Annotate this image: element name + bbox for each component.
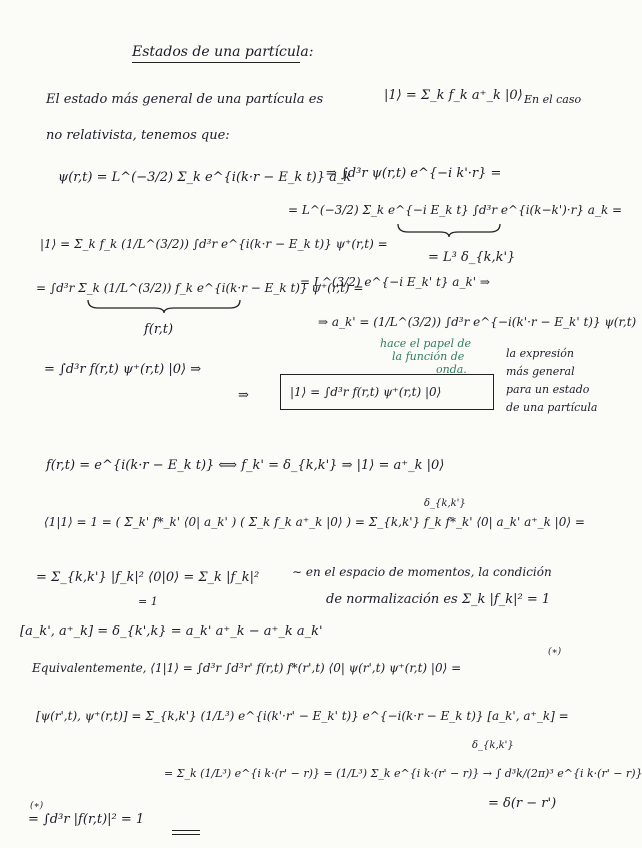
- field-operator-definition: ψ(r,t) = L^(−3/2) Σ_k e^{i(k·r − E_k t)} a_k: [58, 170, 352, 185]
- star-mark-bottom: (∗): [30, 801, 44, 811]
- side-note-2: más general: [506, 365, 575, 378]
- side-note-1: la expresión: [506, 347, 574, 360]
- intro-text: El estado más general de una partícula es: [46, 92, 324, 107]
- one-particle-state-expansion: |1⟩ = Σ_k f_k (1/L^(3/2)) ∫d³r e^{i(k·r − E_k t)} ψ⁺(r,t) =: [40, 237, 388, 251]
- underbrace-delta: [396, 222, 502, 238]
- side-note-3: para un estado: [506, 383, 590, 396]
- annihilation-operator-result: ⇒ a_k' = (1/L^(3/2)) ∫d³r e^{−i(k'·r − E_k' t)} ψ(r,t): [318, 315, 637, 329]
- equivalent-normalization: Equivalentemente, ⟨1|1⟩ = ∫d³r ∫d³r' f(r,t) f*(r',t) ⟨0| ψ(r',t) ψ⁺(r,t) |0⟩ =: [32, 661, 462, 675]
- commutator-relation: [a_k', a⁺_k] = δ_{k',k} = a_k' a⁺_k − a⁺_k a_k': [20, 624, 323, 639]
- normalization-result: = Σ_{k,k'} |f_k|² ⟨0|0⟩ = Σ_k |f_k|²: [36, 570, 260, 585]
- green-note-3: onda.: [436, 363, 467, 376]
- arrow-to-box: ⇒: [238, 388, 249, 403]
- final-underline-2: [172, 834, 200, 835]
- final-normalization: = ∫d³r |f(r,t)|² = 1: [28, 812, 145, 827]
- delta-result: = L³ δ_{k,k'}: [428, 250, 516, 265]
- fourier-projection: ⇒ ∫d³r ψ(r,t) e^{−i k'·r} =: [326, 166, 502, 181]
- normalization-condition: de normalización es Σ_k |f_k|² = 1: [326, 592, 551, 607]
- title-underline: [132, 62, 300, 63]
- intro-text-2: no relativista, tenemos que:: [46, 128, 230, 143]
- commutator-sum: = Σ_k (1/L³) e^{i k·(r' − r)} = (1/L³) Σ_k e^{i k·(r' − r)} → ∫ d³k/(2π)³ e^{i k·(r' − r)}: [164, 767, 642, 780]
- side-note-4: de una partícula: [506, 401, 598, 414]
- plane-wave-example: f(r,t) = e^{i(k·r − E_k t)} ⟺ f_k' = δ_{k,k'} ⇒ |1⟩ = a⁺_k |0⟩: [46, 458, 445, 473]
- green-note-2: la función de: [392, 350, 465, 363]
- page-title: Estados de una partícula:: [132, 44, 314, 60]
- wavefunction-label: f(r,t): [144, 322, 174, 337]
- final-underline-1: [172, 830, 200, 831]
- star-mark-top: (∗): [548, 647, 562, 657]
- delta-function-result: = δ(r − r'): [488, 796, 557, 811]
- general-state-formula: |1⟩ = Σ_k f_k a⁺_k |0⟩: [384, 88, 523, 103]
- normalization-underbrace-label: = 1: [138, 595, 158, 608]
- state-rewrite: = ∫d³r Σ_k (1/L^(3/2)) f_k e^{i(k·r − E_k t)} ψ⁺(r,t) =: [36, 281, 364, 295]
- normalization-expansion: ⟨1|1⟩ = 1 = ( Σ_k' f*_k' ⟨0| a_k' ) ( Σ_k f_k a⁺_k |0⟩ ) = Σ_{k,k'} f_k f*_k' ⟨0| a_k' a⁺_k |0⟩ =: [44, 515, 585, 529]
- state-in-position-space: = ∫d³r f(r,t) ψ⁺(r,t) |0⟩ ⇒: [44, 362, 202, 377]
- green-note-1: hace el papel de: [380, 337, 472, 350]
- underbrace-wavefunction: [86, 298, 242, 314]
- projection-result: = L^(3/2) e^{−i E_k' t} a_k' ⇒: [300, 275, 490, 289]
- intro-tail: En el caso: [524, 93, 582, 106]
- fourier-projection-2: = L^(−3/2) Σ_k e^{−i E_k t} ∫d³r e^{i(k−k')·r} a_k =: [288, 203, 623, 217]
- normalization-overline-label: δ_{k,k'}: [424, 498, 466, 509]
- commutator-underbrace-label: δ_{k,k'}: [472, 740, 514, 751]
- field-commutator: [ψ(r',t), ψ⁺(r,t)] = Σ_{k,k'} (1/L³) e^{i(k'·r' − E_k' t)} e^{−i(k·r − E_k t)} [a_k', a⁺_k] =: [36, 709, 569, 723]
- momentum-space-note: ∼ en el espacio de momentos, la condición: [292, 565, 552, 579]
- boxed-formula: |1⟩ = ∫d³r f(r,t) ψ⁺(r,t) |0⟩: [290, 385, 442, 399]
